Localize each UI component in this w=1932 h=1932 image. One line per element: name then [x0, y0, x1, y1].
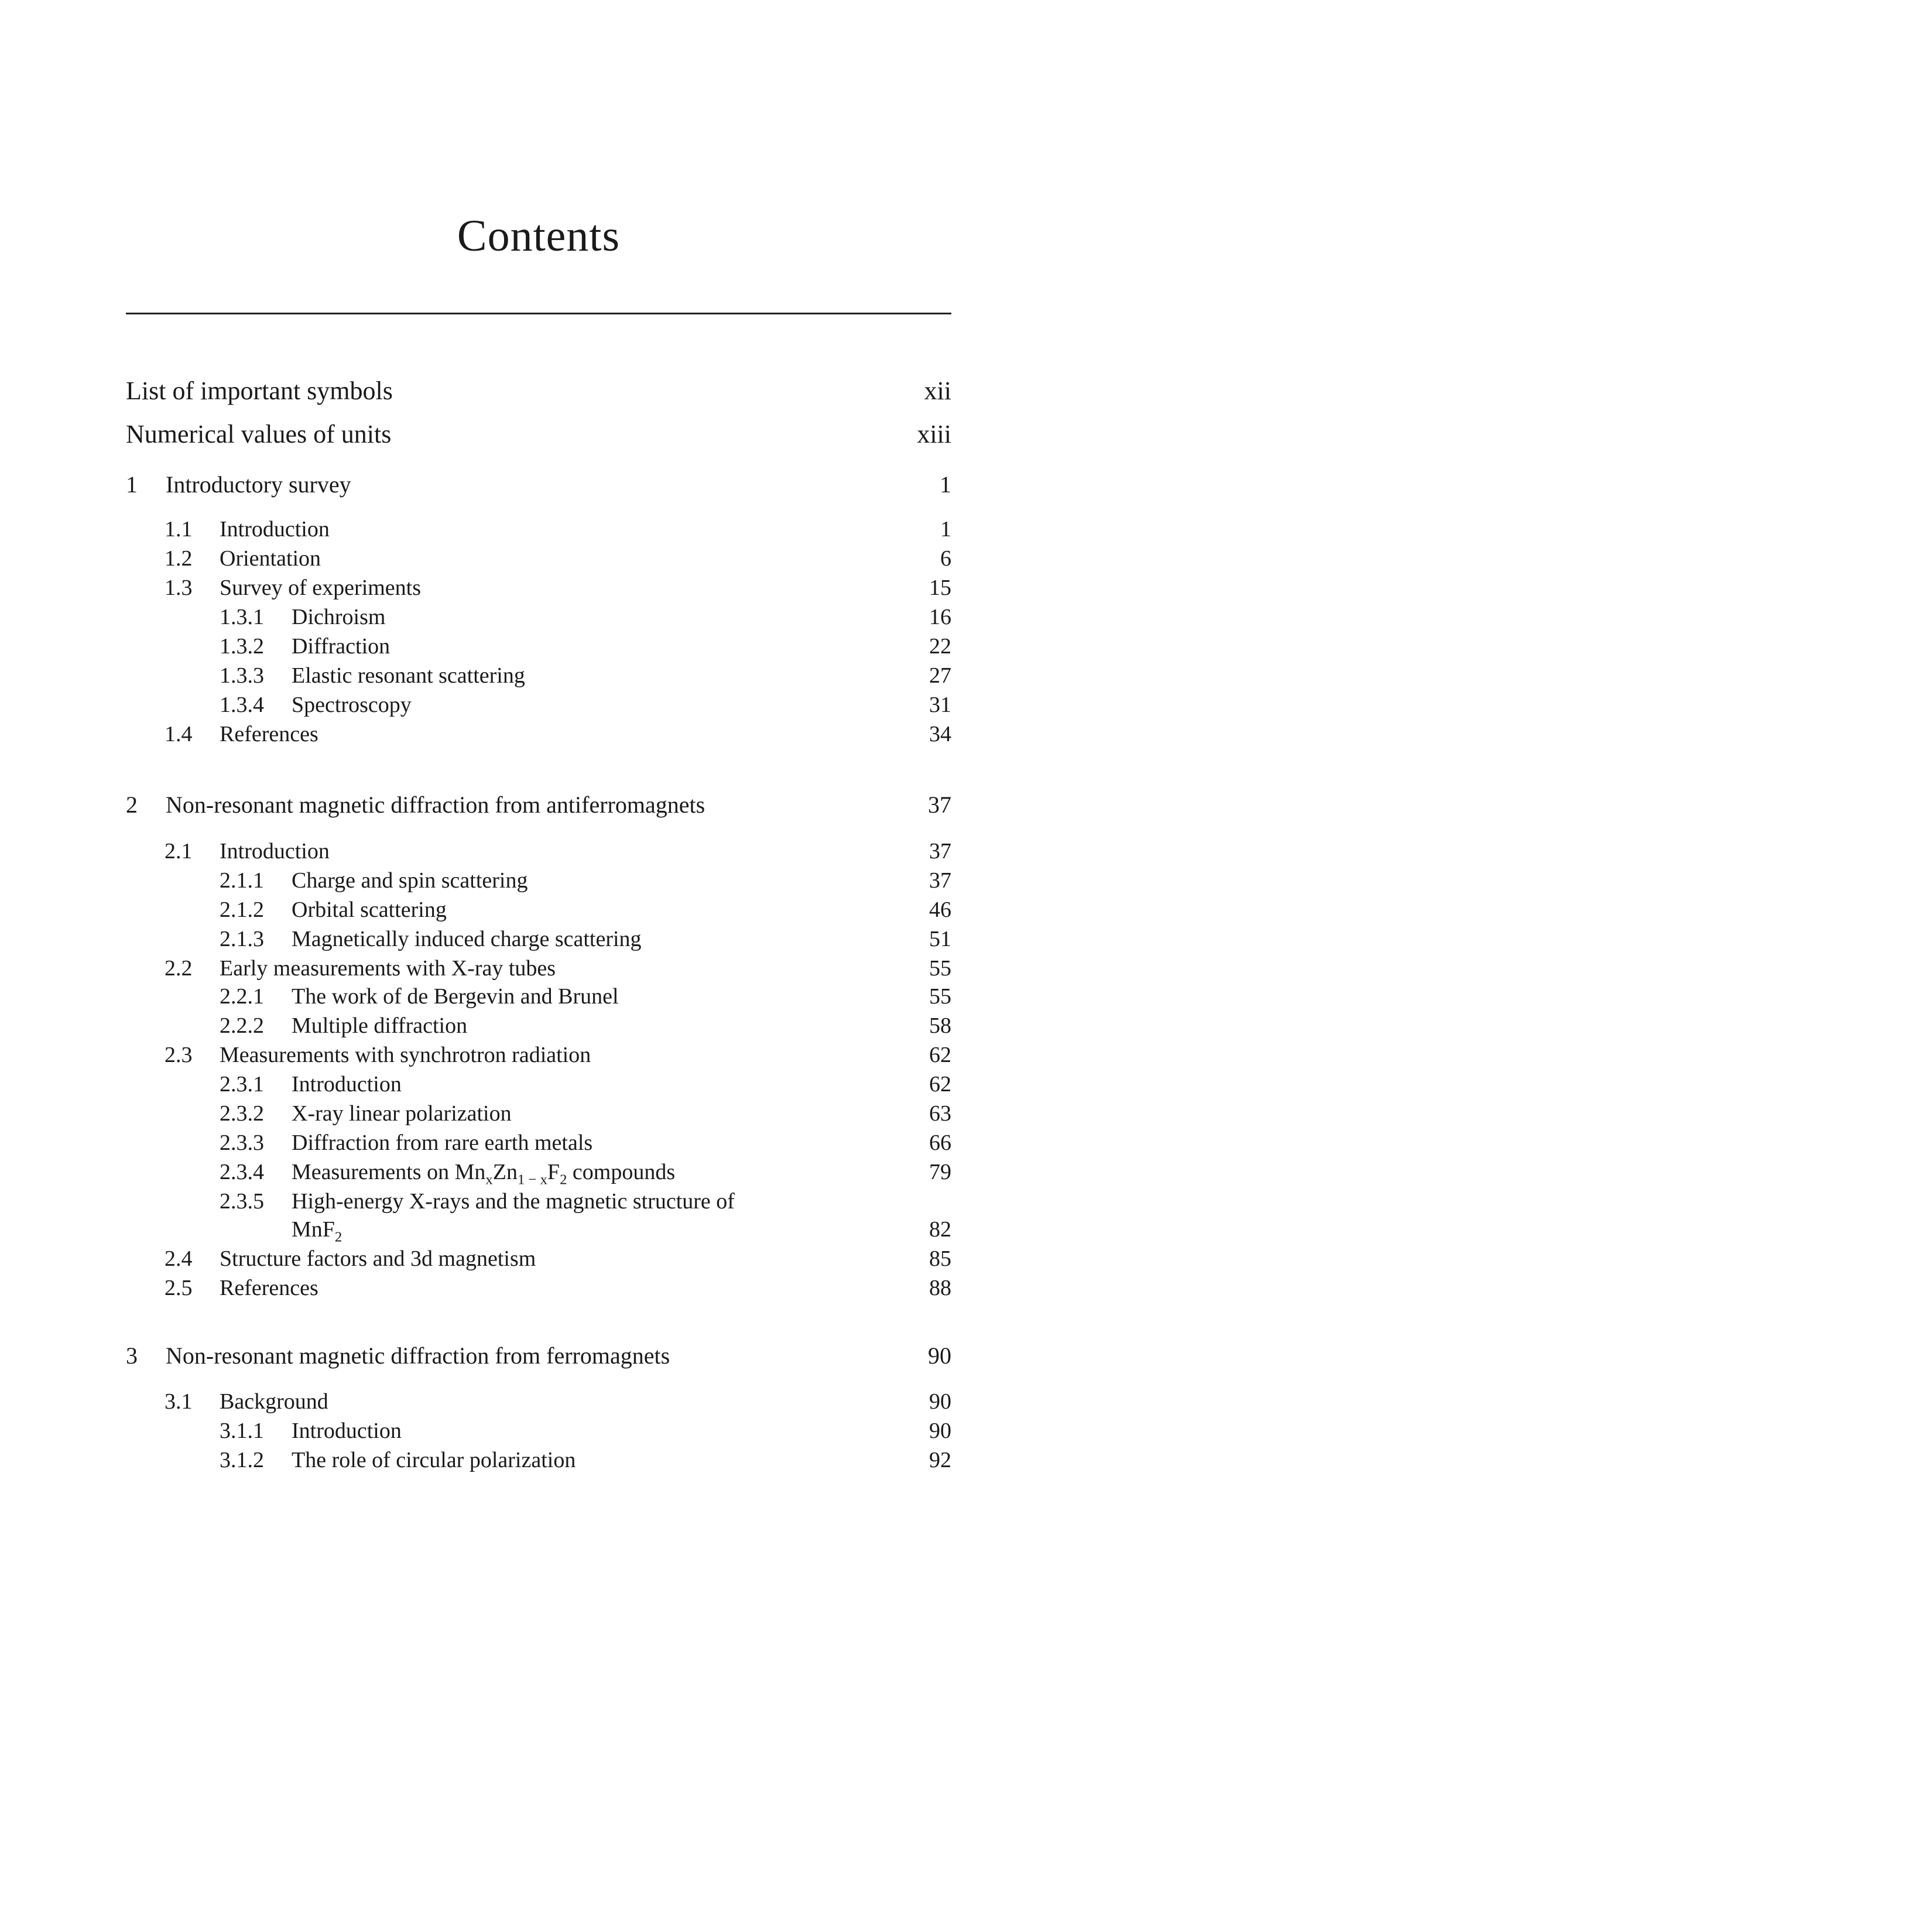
page-title: Contents	[457, 211, 621, 261]
toc-entry-page: 90	[928, 1342, 951, 1369]
toc-entry-title: Multiple diffraction	[292, 1013, 468, 1038]
toc-entry-number: 2.3.2	[220, 1101, 264, 1126]
toc-entry-title: Spectroscopy	[292, 693, 412, 717]
toc-entry-page: 51	[929, 927, 951, 951]
toc-entry-number: 3.1.2	[220, 1448, 264, 1472]
toc-entry-page: 37	[929, 868, 951, 893]
toc-entry-number: 1	[126, 471, 138, 498]
toc-entry-title: Introduction	[220, 517, 330, 542]
toc-entry-page: 16	[929, 605, 951, 629]
toc-entry-page: 85	[929, 1246, 951, 1271]
toc-entry-title: Background	[220, 1389, 328, 1414]
toc-entry-page: 6	[940, 546, 951, 571]
toc-entry-title: Orbital scattering	[292, 898, 447, 922]
toc-entry-number: 1.3.3	[220, 663, 264, 688]
toc-entry-page: 63	[929, 1101, 951, 1126]
toc-entry-number: 2.3.4	[220, 1160, 264, 1184]
toc-entry-page: 92	[929, 1448, 951, 1472]
toc-entry-number: 2.2.2	[220, 1013, 264, 1038]
toc-entry-number: 2.1.2	[220, 898, 264, 922]
toc-entry-number: 3.1	[165, 1389, 193, 1414]
toc-entry[interactable]	[126, 1443, 951, 1478]
toc-entry-page: 55	[929, 984, 951, 1009]
toc-entry-page: 37	[929, 839, 951, 864]
toc-entry-page: 22	[929, 634, 951, 659]
toc-entry-title: Magnetically induced charge scattering	[292, 927, 642, 951]
toc-entry-page: 62	[929, 1072, 951, 1097]
toc-entry[interactable]	[126, 374, 951, 409]
toc-entry-number: 2.3.1	[220, 1072, 264, 1097]
toc-entry-title: Non-resonant magnetic diffraction from ferromagnets	[166, 1342, 670, 1369]
toc-entry[interactable]	[126, 1270, 951, 1306]
toc-entry-title: Structure factors and 3d magnetism	[220, 1246, 536, 1271]
toc-entry-page: 90	[929, 1419, 951, 1443]
toc-entry-number: 2.1.1	[220, 868, 264, 893]
toc-entry-page: 31	[929, 693, 951, 717]
toc-entry[interactable]	[126, 717, 951, 752]
toc-entry-number: 1.3	[165, 576, 193, 600]
toc-entry-number: 2.3	[165, 1043, 193, 1067]
toc-entry-title: Numerical values of units	[126, 420, 392, 448]
toc-entry[interactable]	[126, 1338, 951, 1373]
toc-entry-number: 3.1.1	[220, 1419, 264, 1443]
toc-entry-number: 1.2	[165, 546, 193, 571]
toc-entry-title: Measurements with synchrotron radiation	[220, 1043, 591, 1067]
toc-entry-title: Early measurements with X-ray tubes	[220, 956, 556, 981]
toc-entry-number: 2.1.3	[220, 927, 264, 951]
toc-entry-page: 58	[929, 1013, 951, 1038]
toc-entry-page: 66	[929, 1131, 951, 1155]
toc-entry-title: Introduction	[292, 1072, 402, 1097]
toc-entry[interactable]	[126, 467, 951, 502]
toc-entry-number: 2.2	[165, 956, 193, 981]
toc-entry[interactable]	[126, 787, 951, 823]
toc-entry-title: Introduction	[220, 839, 330, 864]
toc-entry-number: 1.1	[165, 517, 193, 542]
toc-entry-title: Elastic resonant scattering	[292, 663, 525, 688]
toc-entry-page: 46	[929, 898, 951, 922]
toc-entry-title: X-ray linear polarization	[292, 1101, 512, 1126]
toc-entry-page: 79	[929, 1160, 951, 1184]
toc-entry-title: Diffraction	[292, 634, 390, 659]
toc-entry-title: References	[220, 722, 318, 746]
toc-entry-number: 1.3.2	[220, 634, 264, 659]
toc-entry-number: 1.3.1	[220, 605, 264, 629]
toc-entry-page: 27	[929, 663, 951, 688]
toc-entry-page: xii	[924, 376, 951, 405]
toc-entry-page: 88	[929, 1276, 951, 1300]
toc-entry-page: 34	[929, 722, 951, 746]
toc-entry-title: Introduction	[292, 1419, 402, 1443]
toc-entry-number: 1.4	[165, 722, 193, 746]
toc-entry-title: References	[220, 1276, 318, 1300]
toc-entry-number: 2.3.3	[220, 1131, 264, 1155]
toc-entry-title: The work of de Bergevin and Brunel	[292, 984, 619, 1009]
toc-entry-page: xiii	[917, 420, 951, 448]
toc-entry-page: 62	[929, 1043, 951, 1067]
toc-entry-title: Non-resonant magnetic diffraction from antiferromagnets	[166, 792, 705, 818]
toc-entry-page: 55	[929, 956, 951, 981]
toc-entry-number: 1.3.4	[220, 693, 264, 717]
toc-entry-number: 3	[126, 1342, 138, 1369]
toc-entry-title: Dichroism	[292, 605, 386, 629]
toc-entry-number: 2.4	[165, 1246, 193, 1271]
toc-entry-number: 2	[126, 792, 138, 818]
toc-entry-number: 2.5	[165, 1276, 193, 1300]
toc-entry-title: MnF$_2$	[292, 1217, 342, 1245]
toc-entry-title: The role of circular polarization	[292, 1448, 576, 1472]
toc-entry-title: Measurements on $Mn_xZn_{1 - x}F_2$ compounds	[292, 1160, 676, 1188]
toc-entry-title: List of important symbols	[126, 376, 393, 405]
toc-entry-page: 90	[929, 1389, 951, 1414]
toc-entry-page: 1	[940, 517, 951, 542]
toc-entry-title: Diffraction from rare earth metals	[292, 1131, 593, 1155]
toc-entry-title: Charge and spin scattering	[292, 868, 528, 893]
toc-entry-title: High-energy X-rays and the magnetic structure of	[292, 1189, 735, 1214]
toc-entry-page: 1	[940, 471, 951, 498]
toc-entry-number: 2.2.1	[220, 984, 264, 1009]
toc-entry-page: 82	[929, 1217, 951, 1242]
toc-entry[interactable]	[126, 417, 951, 452]
title-rule	[126, 313, 951, 314]
toc-entry-title: Survey of experiments	[220, 576, 422, 600]
toc-entry-page: 15	[929, 576, 951, 600]
toc-entry-number: 2.1	[165, 839, 193, 864]
toc-entry-title: Orientation	[220, 546, 321, 571]
toc-entry-number: 2.3.5	[220, 1189, 264, 1214]
toc-entry-title: Introductory survey	[166, 471, 351, 498]
toc-entry-page: 37	[928, 792, 951, 818]
